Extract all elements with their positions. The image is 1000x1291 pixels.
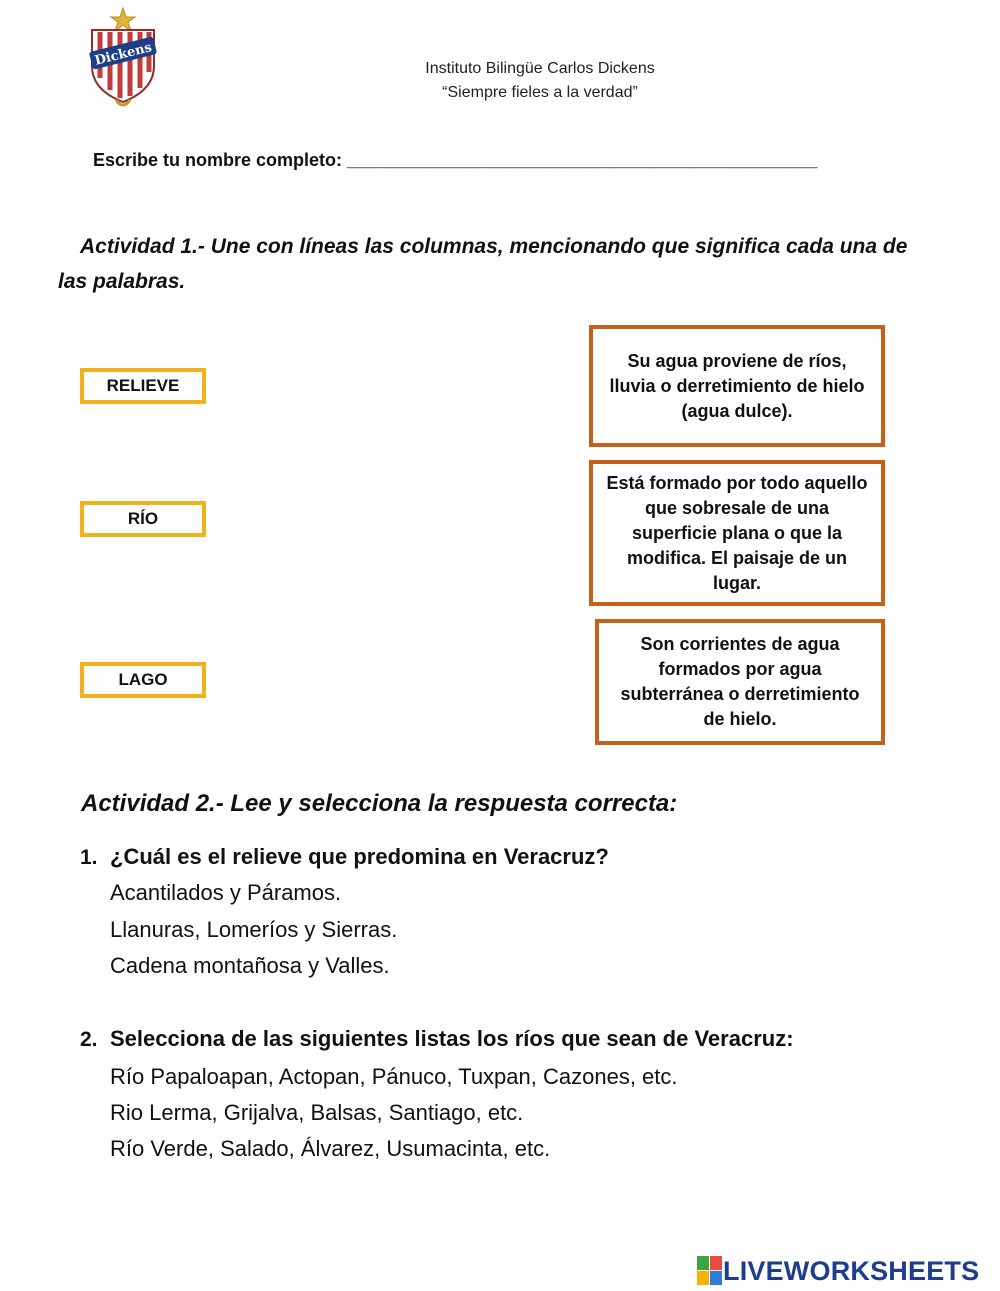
definition-text: Son corrientes de agua formados por agua subterránea o derretimiento de hielo. [620, 634, 860, 729]
brand-text: LIVEWORKSHEETS [723, 1255, 980, 1286]
liveworksheets-logo-icon [697, 1256, 723, 1286]
question-2-text: Selecciona de las siguientes listas los ríos que sean de Veracruz: [110, 1026, 794, 1051]
question-1-text: ¿Cuál es el relieve que predomina en Veracruz? [110, 844, 609, 869]
school-logo [86, 6, 160, 110]
q1-option-1[interactable]: Acantilados y Páramos. [110, 880, 342, 905]
activity1-instruction: Actividad 1.- Une con líneas las columnas, mencionando que significa cada una de las palabras. [58, 235, 908, 293]
word-label: RÍO [127, 509, 159, 528]
word-label: RELIEVE [106, 376, 180, 395]
question-number: 2. [80, 1028, 98, 1051]
activity2-title: Actividad 2.- Lee y selecciona la respuesta correcta: [81, 790, 678, 817]
school-name: Instituto Bilingüe Carlos Dickens [425, 60, 655, 77]
definition-box-3[interactable] [595, 619, 885, 745]
word-box-rio[interactable] [80, 501, 206, 537]
q2-option-3[interactable]: Río Verde, Salado, Álvarez, Usumacinta, etc. [110, 1136, 551, 1161]
liveworksheets-brand [697, 1253, 979, 1289]
q1-option-3[interactable]: Cadena montañosa y Valles. [110, 953, 390, 978]
word-label: LAGO [118, 670, 168, 689]
logo-wordmark: Dickens [93, 40, 154, 69]
definition-text: Su agua proviene de ríos, lluvia o derretimiento de hielo (agua dulce). [609, 350, 865, 421]
q2-option-1[interactable]: Río Papaloapan, Actopan, Pánuco, Tuxpan, Cazones, etc. [110, 1064, 678, 1089]
definition-box-1[interactable] [589, 325, 885, 447]
word-box-relieve[interactable] [80, 368, 206, 404]
q1-option-2[interactable]: Llanuras, Lomeríos y Sierras. [110, 917, 398, 942]
q2-option-2[interactable]: Rio Lerma, Grijalva, Balsas, Santiago, etc. [110, 1100, 524, 1125]
name-prompt: Escribe tu nombre completo: _______________________________________________ [93, 150, 818, 170]
definition-box-2[interactable] [589, 460, 885, 606]
question-number: 1. [80, 846, 98, 869]
word-box-lago[interactable] [80, 662, 206, 698]
definition-text: Está formado por todo aquello que sobresale de una superficie plana o que la modifica. El paisaje de un lugar. [606, 472, 868, 593]
school-motto: “Siempre fieles a la verdad” [442, 84, 638, 101]
